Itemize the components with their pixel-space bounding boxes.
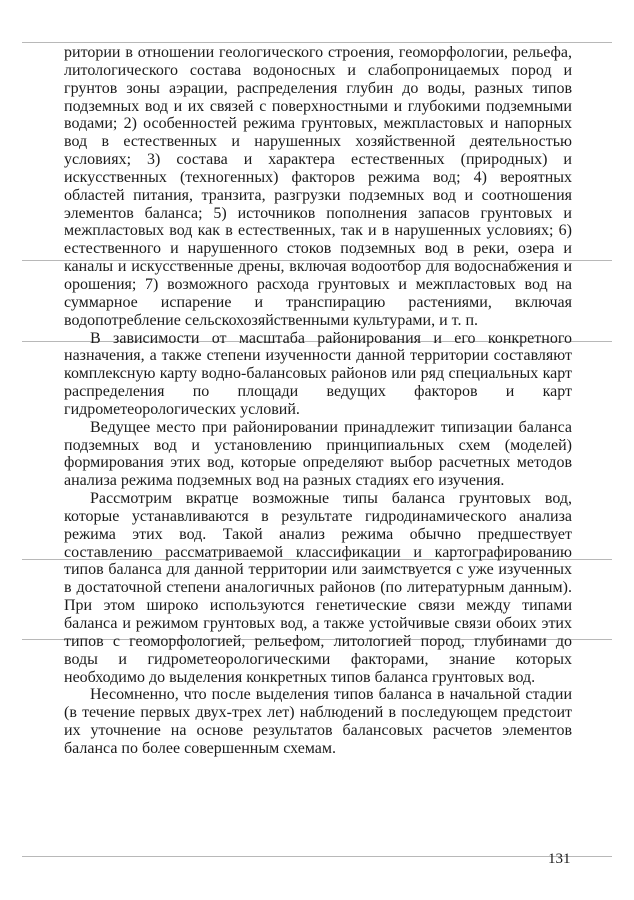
scan-line [22, 42, 612, 43]
paragraph: Несомненно, что после выделения типов баланса в начальной стадии (в течение первых двух-трех лет) наблюдений в последующем предстоит их уточнение на основе результатов балансовых расчетов элементов баланса по более совершенным схемам. [64, 686, 572, 757]
paragraph: Рассмотрим вкратце возможные типы баланса грунтовых вод, которые устанавливаются в результате гидродинамического анализа режима этих вод. Такой анализ режима обычно предшествует составлению рассматриваемой классификации и картографированию типов баланса для данной территории или заимствуется с уже изученных в достаточной степени аналогичных районов (по литературным данным). При этом широко используются генетические связи между типами баланса и режимом грунтовых вод, а также устойчивые связи обоих этих типов с геоморфологией, рельефом, литологией пород, глубинами до воды и гидрометеорологическими факторами, знание которых необходимо до выделения конкретных типов баланса грунтовых вод. [64, 490, 572, 686]
body-text [64, 44, 572, 758]
paragraph-continuation: ритории в отношении геологического строения, геоморфологии, рельефа, литологического состава водоносных и слабопроницаемых пород и грунтов зоны аэрации, распределения глубин до воды, разных типов подземных вод и их связей с поверхностными и глубокими подземными водами; 2) особенностей режима грунтовых, межпластовых и напорных вод в естественных и нарушенных хозяйственной деятельностью условиях; 3) состава и характера естественных (природных) и искусственных (техногенных) факторов режима вод; 4) вероятных областей питания, транзита, разгрузки подземных вод и соотношения элементов баланса; 5) источников пополнения запасов грунтовых и межпластовых вод как в естественных, так и в нарушенных условиях; 6) естественного и нарушенного стоков подземных вод в реки, озера и каналы и искусственные дрены, включая водоотбор для водоснабжения и орошения; 7) возможного расхода грунтовых и межпластовых вод на суммарное испарение и транспирацию растениями, включая водопотребление сельскохозяйственными культурами, и т. п. [64, 44, 572, 329]
paragraph: Ведущее место при районировании принадлежит типизации баланса подземных вод и установлению принципиальных схем (моделей) формирования этих вод, которые определяют выбор расчетных методов анализа режима подземных вод на разных стадиях его изучения. [64, 418, 572, 490]
footer-rule [22, 856, 612, 857]
paragraph: В зависимости от масштаба районирования и его конкретного назначения, а также степени изученности данной территории составляют комплексную карту водно-балансовых районов или ряд специальных карт распределения по площади ведущих факторов и карт гидрометеорологических условий. [64, 329, 572, 418]
page-number: 131 [548, 851, 571, 867]
